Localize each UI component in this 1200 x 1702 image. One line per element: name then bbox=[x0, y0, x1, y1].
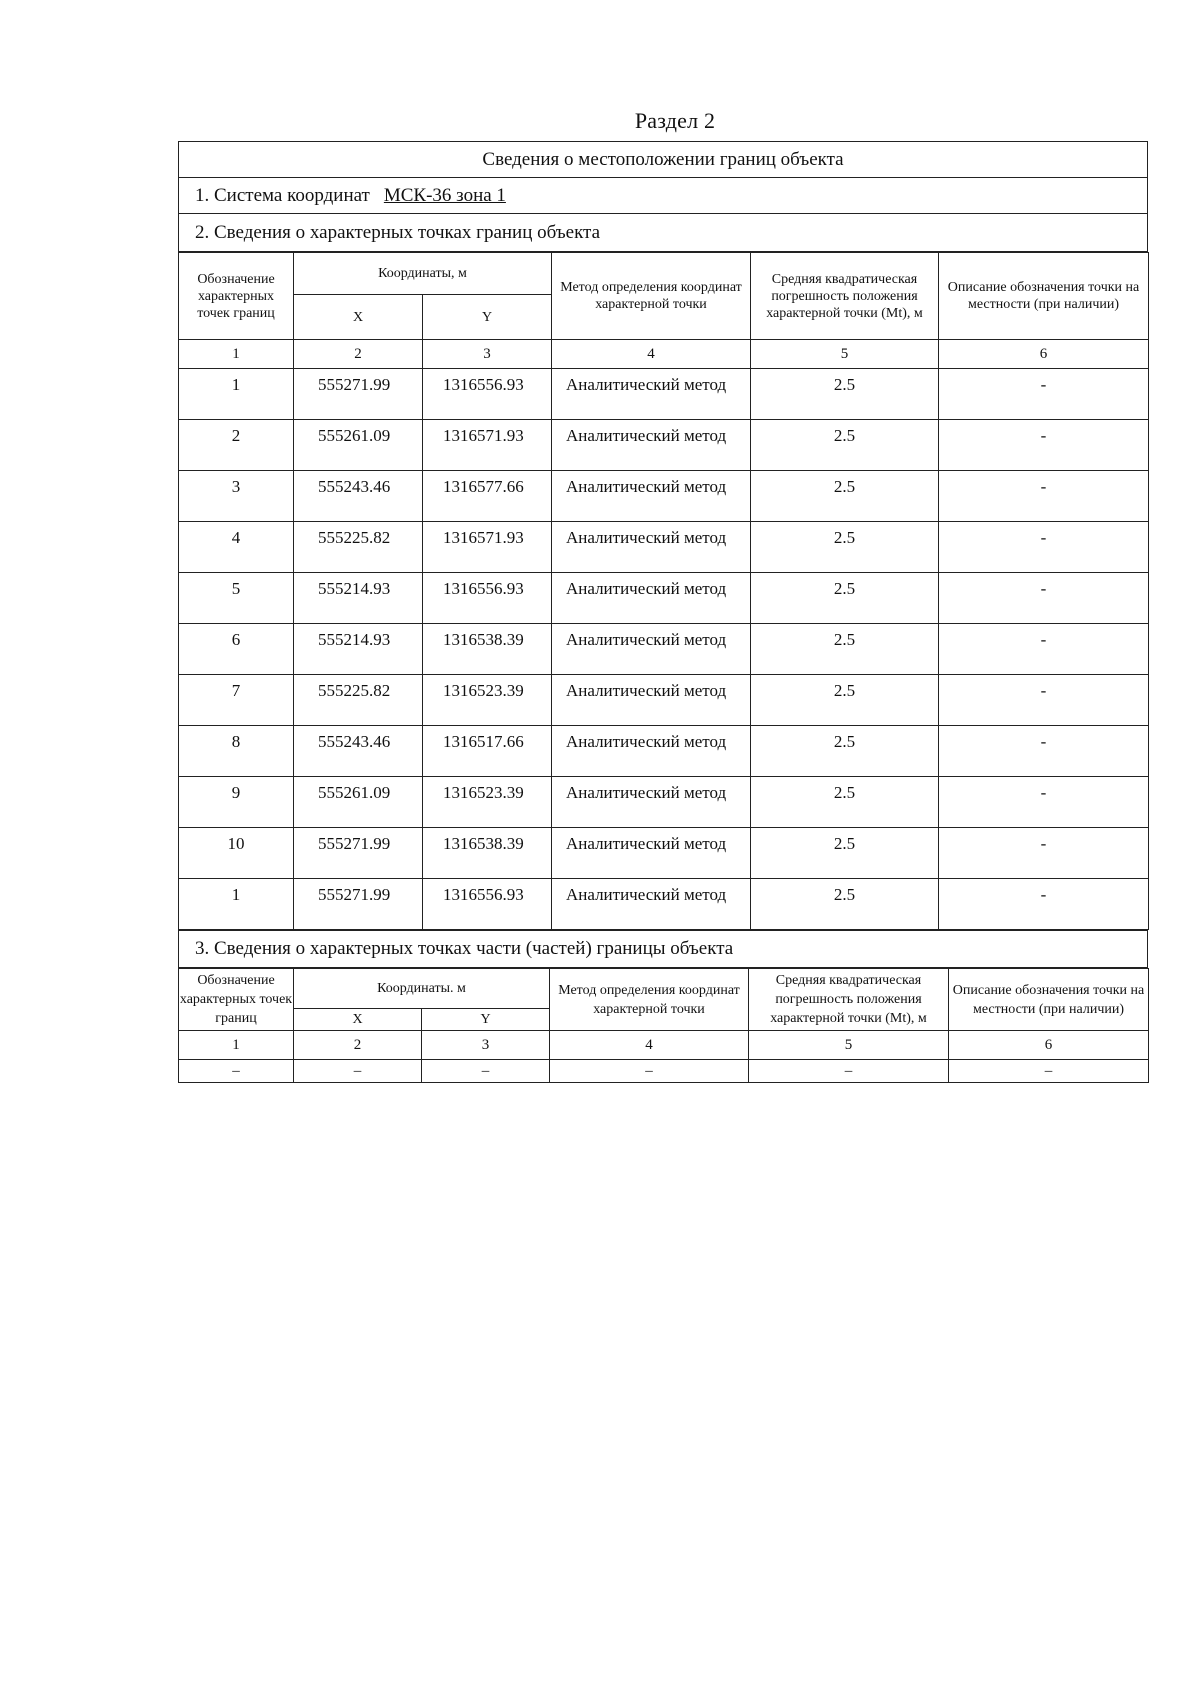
description: - bbox=[939, 777, 1149, 828]
section-header: Сведения о местоположении границ объекта bbox=[178, 141, 1148, 177]
header-error: Средняя квадратическая погрешность положения характерной точки (Mt), м bbox=[751, 253, 939, 340]
table-header-row bbox=[179, 253, 1149, 295]
table-row bbox=[179, 777, 1149, 828]
point-number: 3 bbox=[179, 471, 294, 522]
table-row bbox=[179, 624, 1149, 675]
coord-y: 1316556.93 bbox=[423, 369, 552, 420]
coord-x: 555225.82 bbox=[294, 522, 423, 573]
part-boundary-points-table bbox=[178, 968, 1149, 1083]
method: Аналитический метод bbox=[552, 726, 751, 777]
point-number: 9 bbox=[179, 777, 294, 828]
column-number: 6 bbox=[949, 1031, 1149, 1060]
mt-error: 2.5 bbox=[751, 471, 939, 522]
point-number: 4 bbox=[179, 522, 294, 573]
header-y: Y bbox=[423, 295, 552, 340]
description: - bbox=[939, 420, 1149, 471]
column-number: 2 bbox=[294, 1031, 422, 1060]
column-number: 5 bbox=[749, 1031, 949, 1060]
method: Аналитический метод bbox=[552, 573, 751, 624]
description: - bbox=[939, 573, 1149, 624]
point-number: 8 bbox=[179, 726, 294, 777]
coord-y: 1316571.93 bbox=[423, 420, 552, 471]
method: Аналитический метод bbox=[552, 471, 751, 522]
column-number: 3 bbox=[422, 1031, 550, 1060]
header-y: Y bbox=[422, 1009, 550, 1031]
method: Аналитический метод bbox=[552, 828, 751, 879]
coord-x: 555261.09 bbox=[294, 420, 423, 471]
section3-title: 3. Сведения о характерных точках части (частей) границы объекта bbox=[178, 930, 1148, 968]
column-number: 6 bbox=[939, 340, 1149, 369]
header-designation: Обозначение характерных точек границ bbox=[179, 253, 294, 340]
coord-x: 555243.46 bbox=[294, 726, 423, 777]
header-error: Средняя квадратическая погрешность положения характерной точки (Mt), м bbox=[749, 969, 949, 1031]
coord-x: 555271.99 bbox=[294, 828, 423, 879]
point-number: 5 bbox=[179, 573, 294, 624]
column-number: 4 bbox=[550, 1031, 749, 1060]
column-number-row bbox=[179, 340, 1149, 369]
mt-error: 2.5 bbox=[751, 675, 939, 726]
mt-error: 2.5 bbox=[751, 522, 939, 573]
point-number: 1 bbox=[179, 369, 294, 420]
description: - bbox=[939, 522, 1149, 573]
point-number: 1 bbox=[179, 879, 294, 930]
column-number: 2 bbox=[294, 340, 423, 369]
table-row bbox=[179, 879, 1149, 930]
method: Аналитический метод bbox=[552, 522, 751, 573]
header-coordinates: Координаты, м bbox=[294, 253, 552, 295]
mt-error: 2.5 bbox=[751, 369, 939, 420]
column-number-row bbox=[179, 1031, 1149, 1060]
empty-cell: – bbox=[422, 1060, 550, 1083]
empty-cell: – bbox=[294, 1060, 422, 1083]
table-row bbox=[179, 828, 1149, 879]
point-number: 10 bbox=[179, 828, 294, 879]
empty-cell: – bbox=[550, 1060, 749, 1083]
empty-cell: – bbox=[749, 1060, 949, 1083]
column-number: 4 bbox=[552, 340, 751, 369]
description: - bbox=[939, 369, 1149, 420]
method: Аналитический метод bbox=[552, 369, 751, 420]
boundary-points-table bbox=[178, 252, 1149, 930]
header-coordinates: Координаты. м bbox=[294, 969, 550, 1009]
coord-y: 1316517.66 bbox=[423, 726, 552, 777]
coord-y: 1316538.39 bbox=[423, 624, 552, 675]
coord-x: 555243.46 bbox=[294, 471, 423, 522]
point-number: 6 bbox=[179, 624, 294, 675]
coord-y: 1316523.39 bbox=[423, 777, 552, 828]
coord-y: 1316556.93 bbox=[423, 573, 552, 624]
header-method: Метод определения координат характерной точки bbox=[552, 253, 751, 340]
coordinate-system-row bbox=[178, 177, 1148, 213]
table-header-row bbox=[179, 969, 1149, 1009]
coord-x: 555214.93 bbox=[294, 573, 423, 624]
coord-y: 1316577.66 bbox=[423, 471, 552, 522]
description: - bbox=[939, 828, 1149, 879]
coordinate-system-label: 1. Система координат bbox=[195, 184, 370, 206]
header-x: X bbox=[294, 295, 423, 340]
description: - bbox=[939, 675, 1149, 726]
header-x: X bbox=[294, 1009, 422, 1031]
method: Аналитический метод bbox=[552, 675, 751, 726]
coordinate-system-value: МСК-36 зона 1 bbox=[383, 184, 506, 206]
point-number: 7 bbox=[179, 675, 294, 726]
coord-y: 1316571.93 bbox=[423, 522, 552, 573]
column-number: 1 bbox=[179, 340, 294, 369]
table-row bbox=[179, 726, 1149, 777]
coord-y: 1316538.39 bbox=[423, 828, 552, 879]
header-method: Метод определения координат характерной точки bbox=[550, 969, 749, 1031]
empty-cell: – bbox=[179, 1060, 294, 1083]
coord-x: 555225.82 bbox=[294, 675, 423, 726]
page-title: Раздел 2 bbox=[634, 108, 716, 133]
mt-error: 2.5 bbox=[751, 879, 939, 930]
document-body bbox=[178, 141, 1148, 1083]
description: - bbox=[939, 879, 1149, 930]
empty-cell: – bbox=[949, 1060, 1149, 1083]
coord-y: 1316556.93 bbox=[423, 879, 552, 930]
table-row bbox=[179, 522, 1149, 573]
description: - bbox=[939, 726, 1149, 777]
table-row bbox=[179, 573, 1149, 624]
mt-error: 2.5 bbox=[751, 777, 939, 828]
description: - bbox=[939, 624, 1149, 675]
mt-error: 2.5 bbox=[751, 624, 939, 675]
coord-x: 555271.99 bbox=[294, 369, 423, 420]
method: Аналитический метод bbox=[552, 777, 751, 828]
description: - bbox=[939, 471, 1149, 522]
header-designation: Обозначение характерных точек границ bbox=[179, 969, 294, 1031]
table-row bbox=[179, 1060, 1149, 1083]
method: Аналитический метод bbox=[552, 420, 751, 471]
method: Аналитический метод bbox=[552, 879, 751, 930]
table-row bbox=[179, 369, 1149, 420]
mt-error: 2.5 bbox=[751, 573, 939, 624]
method: Аналитический метод bbox=[552, 624, 751, 675]
coord-x: 555261.09 bbox=[294, 777, 423, 828]
coord-x: 555214.93 bbox=[294, 624, 423, 675]
mt-error: 2.5 bbox=[751, 420, 939, 471]
column-number: 1 bbox=[179, 1031, 294, 1060]
section2-title: 2. Сведения о характерных точках границ объекта bbox=[178, 213, 1148, 252]
mt-error: 2.5 bbox=[751, 726, 939, 777]
point-number: 2 bbox=[179, 420, 294, 471]
column-number: 3 bbox=[423, 340, 552, 369]
table-row bbox=[179, 675, 1149, 726]
table-row bbox=[179, 471, 1149, 522]
header-description: Описание обозначения точки на местности (при наличии) bbox=[949, 969, 1149, 1031]
table-row bbox=[179, 420, 1149, 471]
mt-error: 2.5 bbox=[751, 828, 939, 879]
coord-y: 1316523.39 bbox=[423, 675, 552, 726]
column-number: 5 bbox=[751, 340, 939, 369]
coord-x: 555271.99 bbox=[294, 879, 423, 930]
header-description: Описание обозначения точки на местности (при наличии) bbox=[939, 253, 1149, 340]
